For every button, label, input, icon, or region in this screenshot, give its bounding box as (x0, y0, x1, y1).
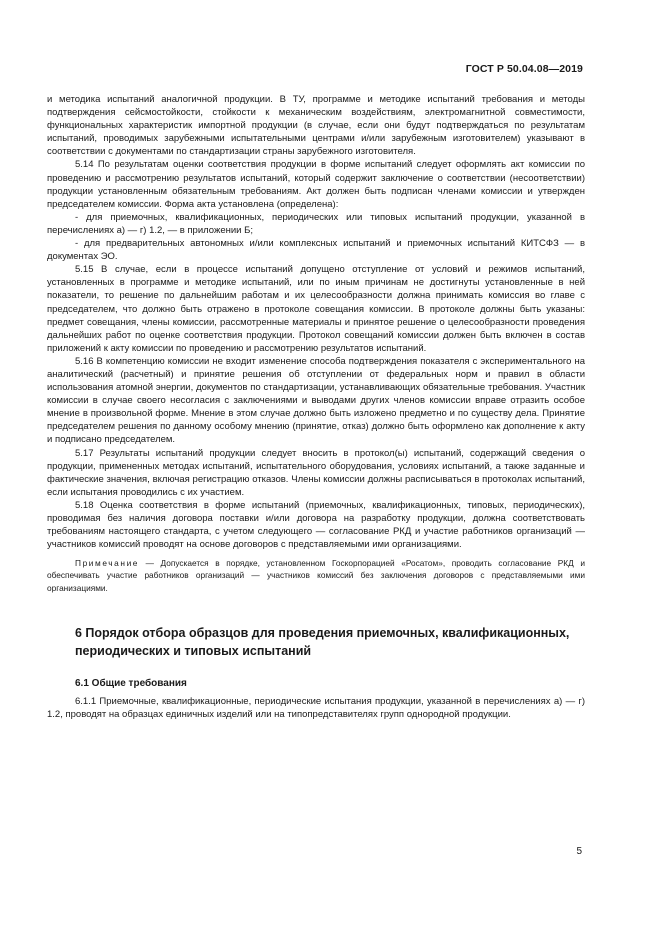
paragraph-5-18: 5.18 Оценка соответствия в форме испытаний (приемочных, квалификационных, типовых, периодических), проводимая без наличия договора поставки и/или договора на разработку продукции, должна соответствовать требованиям настоящего стандарта, с учетом следующего — согласование РКД и участие работников организаций — участников комиссий проводят на основе договоров с представляемыми ими организациями. (47, 499, 585, 551)
note (47, 557, 585, 594)
paragraph-5-17: 5.17 Результаты испытаний продукции следует вносить в протокол(ы) испытаний, содержащий сведения о продукции, примененных методах испытаний, испытательного оборудования, условиях испытаний, а также заданные и фактические значения, включая регистрацию отказов. Члены комиссии должны расписываться в протоколах испытаний, если испытания проводились с их участием. (47, 447, 585, 498)
paragraph-5-14: 5.14 По результатам оценки соответствия продукции в форме испытаний следует оформлять акт комиссии по проведению и рассмотрению результатов испытаний, который содержит заключение о соответствии (несоответствии) продукции установленным обязательным требованиям. Акт должен быть подписан членами комиссии и утвержден председателем комиссии. Форма акта установлена (определена): (47, 159, 585, 210)
list-item-5-14-a: - для приемочных, квалификационных, периодических или типовых испытаний продукции, указанной в перечислениях а) — г) 1.2, — в приложении Б; (47, 211, 585, 236)
note-label: Примечание (75, 558, 140, 569)
paragraph-5-16: 5.16 В компетенцию комиссии не входит изменение способа подтверждения показателя с экспериментального на аналитический (расчетный) и принятие решения об отступлении от федеральных норм и правил в области использования атомной энергии, документов по стандартизации, устанавливающих обязательные требования. Участник комиссии в случае своего несогласия с заключениями и выводами других членов комиссии вправе отразить особое мнение в произвольной форме. Мнение в этом случае должно быть изложено предметно и по существу дела. Принятие председателем решения по данному особому мнению (принятие, отказ) должно быть оформлено как дополнение к акту и подписано председателем. (47, 355, 585, 446)
subsection-6-1-heading: 6.1 Общие требования (75, 677, 187, 689)
note-text: — Допускается в порядке, установленном Госкорпорацией «Росатом», проводить согласование РКД и обеспечивать участие работников организаций — участников комиссий без заключения договоров с представляемыми ими организациями. (47, 558, 585, 593)
document-id-header: ГОСТ Р 50.04.08—2019 (465, 63, 583, 75)
section-6-heading: 6 Порядок отбора образцов для проведения приемочных, квалификационных, периодических и типовых испытаний (75, 625, 570, 658)
document-body (47, 93, 585, 721)
paragraph-continuation: и методика испытаний аналогичной продукции. В ТУ, программе и методике испытаний требования и методы подтверждения сейсмостойкости, стойкости к механическим воздействиям, электромагнитной совместимости, функциональных характеристик импортной продукции (в случае, если они будут подтверждаться по результатам испытаний, проводимых зарубежными испытательными центрами и/или зарубежным изготовителем) указывают в соответствии с документами по стандартизации страны зарубежного изготовителя. (47, 94, 585, 158)
page-number: 5 (576, 846, 582, 857)
paragraph-6-1-1: 6.1.1 Приемочные, квалификационные, периодические испытания продукции, указанной в перечислениях а) — г) 1.2, проводят на образцах единичных изделий или на типопредставителях групп однородной продукции. (47, 695, 585, 721)
paragraph-5-15: 5.15 В случае, если в процессе испытаний допущено отступление от условий и режимов испытаний, установленных в программе и методике испытаний, или по иным причинам не достигнуты установленные в ней показатели, то решение по дальнейшим работам и их целесообразности должна принимать комиссия во главе с председателем, что должно быть отражено в протоколе совещания комиссии. В протоколе должны быть указаны: предмет совещания, члены комиссии, рассмотренные материалы и принятое решение о целесообразности проведения дальнейших работ по оценке соответствия продукции. Протокол совещаний комиссии должен быть включен в состав приложений к акту комиссии по проведению и рассмотрению результатов испытаний. (47, 264, 585, 354)
list-item-5-14-b: - для предварительных автономных и/или комплексных испытаний и приемочных испытаний КИТСФЗ — в документах ЭО. (47, 238, 585, 263)
